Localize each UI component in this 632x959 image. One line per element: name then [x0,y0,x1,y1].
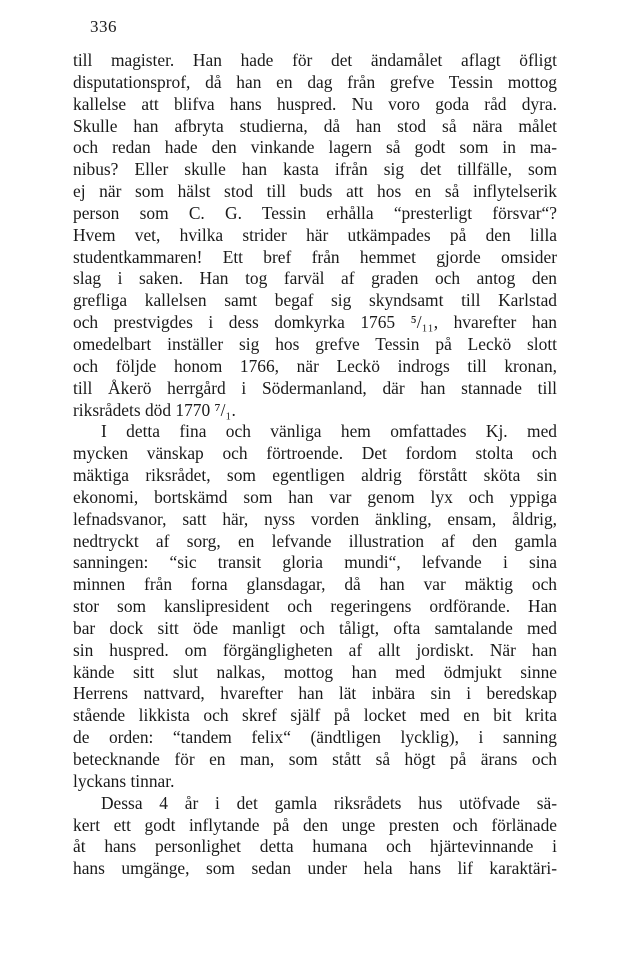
text-line: och redan hade den vinkande lagern så godt som in ma- [73,137,557,158]
text-line: studentkammaren! Ett bref från hemmet gjorde omsider [73,246,557,267]
text-line: sin huspred. om förgängligheten af allt jordiskt. När han [73,639,557,660]
text-line: kallelse att blifva hans huspred. Nu voro goda råd dyra. [73,93,557,114]
text-line: ej när som hälst stod till buds att hos en så inflytelserik [73,181,557,202]
text-line: kert ett godt inflytande på den unge presten och förlänade [73,814,557,835]
text-line: stor som kanslipresident och regeringens ordförande. Han [73,596,557,617]
text-line: och följde honom 1766, när Leckö indrogs till kronan, [73,355,557,376]
paragraph-start-line: Dessa 4 år i det gamla riksrådets hus utöfvade sä- [101,792,557,813]
text-line: Herrens nattvard, hvarefter han lät inbära sin i beredskap [73,683,557,704]
paragraph-start-line: I detta fina och vänliga hem omfattades Kj. med [101,421,557,442]
text-line: mäktiga riksrådet, som egentligen aldrig förstått sköta sin [73,465,557,486]
text-line: grefliga kallelsen samt begaf sig skyndsamt till Karlstad [73,290,557,311]
text-line: hans umgänge, som sedan under hela hans lif karaktäri- [73,858,557,879]
text-line: åt hans personlighet detta humana och hjärtevinnande i [73,836,557,857]
text-line: nibus? Eller skulle han kasta ifrån sig det tillfälle, som [73,159,557,180]
text-line: nedtryckt af sorg, en lefvande illustration af den gamla [73,530,557,551]
text-line: Skulle han afbryta studierna, då han stod så nära målet [73,115,557,136]
text-line: mycken vänskap och förtroende. Det fordom stolta och [73,443,557,464]
text-line: person som C. G. Tessin erhålla “presterligt försvar“? [73,202,557,223]
body-text [73,50,557,880]
text-line: minnen från forna glansdagar, då han var mäktig och [73,574,557,595]
text-line: betecknande för en man, som stått så högt på ärans och [73,749,557,769]
text-line: ekonomi, bortskämd som han var genom lyx och yppiga [73,486,557,507]
text-line: och prestvigdes i dess domkyrka 1765 ⁵/₁₁, hvarefter han [73,312,557,333]
text-line: kände sitt slut nalkas, mottog han med ödmjukt sinne [73,661,557,682]
paragraph-end-line: riksrådets död 1770 ⁷/₁. [73,399,236,420]
page-number: 336 [90,17,117,36]
text-line: lefnadsvanor, satt här, nyss vorden änkling, ensam, åldrig, [73,508,557,529]
text-line: till magister. Han hade för det ändamålet aflagt öfligt [73,50,557,70]
text-line: omedelbart inställer sig hos grefve Tessin på Leckö slott [73,333,557,354]
text-line: sanningen: “sic transit gloria mundi“, lefvande i sina [73,552,557,573]
text-line: till Åkerö herrgård i Södermanland, där han stannade till [73,377,557,398]
text-line: Hvem vet, hvilka strider här utkämpades på den lilla [73,224,557,245]
text-line: slag i saken. Han tog farväl af graden och antog den [73,268,557,289]
text-line: disputationsprof, då han en dag från grefve Tessin mottog [73,71,557,92]
text-line: de orden: “tandem felix“ (ändtligen lycklig), i sanning [73,727,557,748]
paragraph-end-line: lyckans tinnar. [73,770,175,791]
text-line: stående likkista och skref själf på locket med en bit krita [73,705,557,726]
text-line: bar dock sitt öde manligt och tåligt, ofta samtalande med [73,617,557,638]
